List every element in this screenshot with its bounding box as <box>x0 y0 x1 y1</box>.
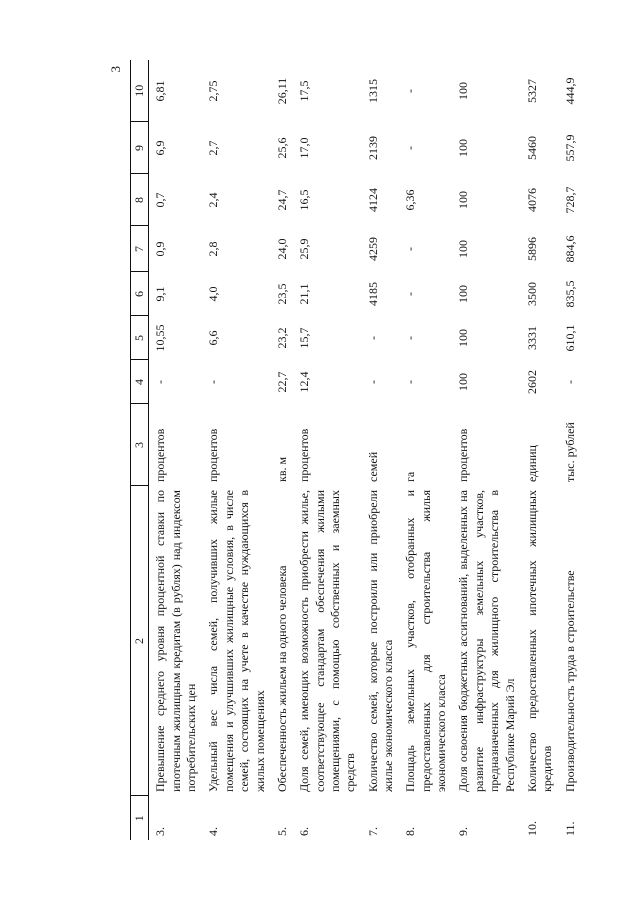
value-cell: 24,0 <box>274 238 289 260</box>
unit-of-measure: процентов <box>206 428 221 482</box>
value-cell: - <box>403 89 418 93</box>
value-cell: 16,5 <box>297 189 312 211</box>
row-number: 9. <box>456 827 471 836</box>
column-header: 3 <box>131 404 149 486</box>
value-cell: - <box>403 292 418 296</box>
rotated-page <box>108 60 590 840</box>
value-cell: 25,6 <box>274 137 289 159</box>
value-cell: 4185 <box>365 282 380 306</box>
value-cell: 2,75 <box>206 80 221 102</box>
column-header: 6 <box>131 272 149 316</box>
value-cell: - <box>206 380 221 384</box>
value-cell: 100 <box>456 82 471 100</box>
value-cell: 444,9 <box>562 77 577 105</box>
value-cell: 23,2 <box>274 327 289 349</box>
unit-of-measure: процентов <box>153 428 168 482</box>
value-cell: 1315 <box>365 79 380 103</box>
value-cell: - <box>403 146 418 150</box>
table-row <box>521 60 559 840</box>
table-row <box>399 60 452 840</box>
page-number: 3 <box>108 66 123 73</box>
value-cell: 21,1 <box>297 283 312 305</box>
value-cell: 4259 <box>365 237 380 261</box>
value-cell: - <box>403 380 418 384</box>
value-cell: 4,0 <box>206 286 221 302</box>
value-cell: 6,81 <box>153 80 168 102</box>
column-header: 4 <box>131 360 149 404</box>
indicator-name: Превышение среднего уровня процентной ставки по ипотечным жилищным кредитам (в рублях) над индексом потребительских цен <box>153 490 199 792</box>
value-cell: 2,7 <box>206 140 221 156</box>
column-number-row <box>131 60 149 840</box>
value-cell: 100 <box>456 139 471 157</box>
value-cell: 3500 <box>524 282 539 306</box>
value-cell: 17,5 <box>297 80 312 102</box>
indicator-name: Площадь земельных участков, отобранных и предоставленных для строительства жилья экономического класса <box>403 490 449 792</box>
value-cell: 835,5 <box>562 280 577 308</box>
table-row <box>293 60 361 840</box>
unit-of-measure: семей <box>365 451 380 482</box>
indicator-name: Доля семей, имеющих возможность приобрести жилье, соответствующее стандартам обеспечения жилыми помещениями, с помощью собственных и заемных средств <box>297 490 358 792</box>
value-cell: 0,7 <box>153 192 168 208</box>
value-cell: - <box>153 380 168 384</box>
value-cell: 23,5 <box>274 283 289 305</box>
value-cell: 884,6 <box>562 235 577 263</box>
value-cell: 100 <box>456 329 471 347</box>
table-body <box>149 60 581 840</box>
value-cell: 10,55 <box>153 324 168 352</box>
value-cell: 17,0 <box>297 137 312 159</box>
table-row <box>452 60 520 840</box>
value-cell: 5327 <box>524 79 539 103</box>
value-cell: 610,1 <box>562 324 577 352</box>
value-cell: 25,9 <box>297 238 312 260</box>
indicator-name: Удельный вес числа семей, получивших жилые помещения и улучшивших жилищные условия, в числе семей, состоящих на учете в качестве нуждающихся в жилых помещениях <box>206 490 267 792</box>
value-cell: 100 <box>456 191 471 209</box>
indicators-table <box>130 60 581 840</box>
indicator-name: Производительность труда в строительстве <box>562 570 577 792</box>
indicator-name: Количество предоставленных ипотечных жилищных кредитов <box>524 490 555 792</box>
value-cell: - <box>403 336 418 340</box>
column-header: 10 <box>131 60 149 122</box>
indicator-name: Количество семей, которые построили или приобрели жилье экономического класса <box>365 490 396 792</box>
value-cell: 26,11 <box>274 77 289 105</box>
column-header: 1 <box>131 796 149 840</box>
value-cell: 100 <box>456 373 471 391</box>
value-cell: - <box>365 380 380 384</box>
value-cell: - <box>562 380 577 384</box>
value-cell: - <box>365 336 380 340</box>
value-cell: 9,1 <box>153 286 168 302</box>
row-number: 8. <box>403 827 418 836</box>
value-cell: - <box>403 247 418 251</box>
unit-of-measure: га <box>403 471 418 482</box>
table-row <box>149 60 203 840</box>
value-cell: 22,7 <box>274 371 289 393</box>
value-cell: 100 <box>456 285 471 303</box>
column-header: 8 <box>131 174 149 226</box>
value-cell: 728,7 <box>562 186 577 214</box>
value-cell: 5460 <box>524 136 539 160</box>
value-cell: 2602 <box>524 370 539 394</box>
value-cell: 24,7 <box>274 189 289 211</box>
table-row <box>362 60 400 840</box>
value-cell: 4124 <box>365 188 380 212</box>
row-number: 11. <box>562 821 577 836</box>
value-cell: 2139 <box>365 136 380 160</box>
table-row <box>271 60 293 840</box>
value-cell: 6,9 <box>153 140 168 156</box>
column-header: 9 <box>131 122 149 174</box>
column-header: 5 <box>131 316 149 360</box>
row-number: 3. <box>153 827 168 836</box>
value-cell: 2,4 <box>206 192 221 208</box>
indicator-name: Доля освоения бюджетных ассигнований, выделенных на развитие инфраструктуры земельных участков, предназначенных для жилищного строительства в Республике Марий Эл <box>456 490 517 792</box>
value-cell: 557,9 <box>562 134 577 162</box>
unit-of-measure: тыс. рублей <box>562 422 577 482</box>
value-cell: 3331 <box>524 326 539 350</box>
unit-of-measure: единиц <box>524 445 539 482</box>
row-number: 5. <box>274 827 289 836</box>
value-cell: 6,6 <box>206 330 221 346</box>
unit-of-measure: кв. м <box>274 456 289 482</box>
column-header: 7 <box>131 226 149 272</box>
value-cell: 15,7 <box>297 327 312 349</box>
unit-of-measure: процентов <box>456 428 471 482</box>
row-number: 10. <box>524 821 539 836</box>
table-row <box>202 60 270 840</box>
value-cell: 2,8 <box>206 241 221 257</box>
row-number: 4. <box>206 827 221 836</box>
value-cell: 0,9 <box>153 241 168 257</box>
row-number: 6. <box>297 827 312 836</box>
value-cell: 4076 <box>524 188 539 212</box>
table-row <box>559 60 581 840</box>
value-cell: 100 <box>456 240 471 258</box>
value-cell: 12,4 <box>297 371 312 393</box>
value-cell: 5896 <box>524 237 539 261</box>
value-cell: 6,36 <box>403 189 418 211</box>
column-header: 2 <box>131 486 149 796</box>
unit-of-measure: процентов <box>297 428 312 482</box>
row-number: 7. <box>365 827 380 836</box>
indicator-name: Обеспеченность жильем на одного человека <box>274 565 289 792</box>
